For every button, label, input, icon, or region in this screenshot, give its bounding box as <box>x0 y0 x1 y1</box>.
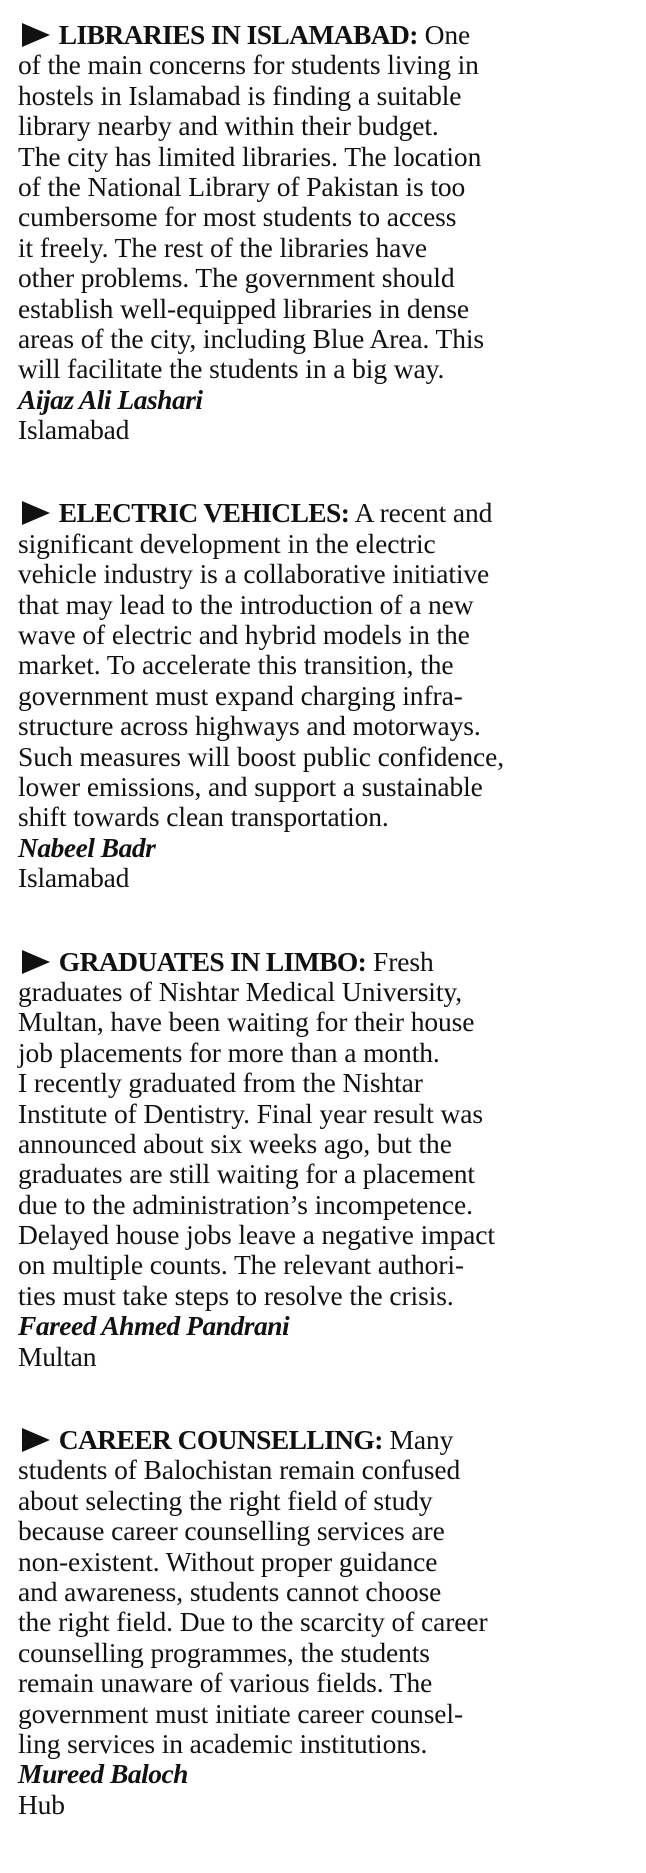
triangle-right-icon <box>22 1428 50 1452</box>
letter-headline: ELECTRIC VEHICLES: <box>58 497 350 529</box>
body-line: shift towards clean transportation. <box>18 801 389 833</box>
letter-lead-text: A recent and <box>349 497 493 529</box>
letter-author: Mureed Baloch <box>18 1758 188 1790</box>
body-line: about selecting the right field of study <box>18 1484 433 1516</box>
letter-lead-text: Many <box>382 1424 454 1456</box>
body-line: and awareness, students cannot choose <box>18 1575 442 1607</box>
body-line: the right field. Due to the scarcity of career <box>18 1606 488 1638</box>
body-line: ling services in academic institutions. <box>18 1727 428 1759</box>
body-line: The city has limited libraries. The location <box>18 140 482 172</box>
letter-city: Islamabad <box>18 414 130 446</box>
letter-graduates-in-limbo <box>18 947 630 1372</box>
body-line: graduates are still waiting for a placement <box>18 1158 475 1190</box>
body-line: Institute of Dentistry. Final year result was <box>18 1097 483 1129</box>
headline-line <box>18 20 630 50</box>
body-line: government must initiate career counsel- <box>18 1697 463 1729</box>
body-line: I recently graduated from the Nishtar <box>18 1067 423 1099</box>
letter-city: Multan <box>18 1340 97 1372</box>
body-line: wave of electric and hybrid models in the <box>18 619 470 651</box>
letter-lead-text: One <box>417 19 471 50</box>
body-line: remain unaware of various fields. The <box>18 1667 433 1699</box>
body-line: Delayed house jobs leave a negative impact <box>18 1219 495 1251</box>
body-line: of the National Library of Pakistan is too <box>18 170 466 202</box>
body-line: that may lead to the introduction of a new <box>18 588 474 620</box>
letter-author: Nabeel Badr <box>18 831 156 863</box>
body-line: structure across highways and motorways. <box>18 710 481 742</box>
letter-headline: CAREER COUNSELLING: <box>58 1424 383 1456</box>
body-line: establish well-equipped libraries in dense <box>18 292 469 324</box>
body-line: other problems. The government should <box>18 262 455 294</box>
body-line: areas of the city, including Blue Area. This <box>18 322 485 354</box>
letter-city: Hub <box>18 1788 65 1820</box>
body-line: ties must take steps to resolve the crisis. <box>18 1279 454 1311</box>
body-line: students of Balochistan remain confused <box>18 1454 461 1486</box>
body-line: due to the administration’s incompetence. <box>18 1188 473 1220</box>
body-line: announced about six weeks ago, but the <box>18 1127 452 1159</box>
body-line: job placements for more than a month. <box>18 1036 440 1068</box>
headline-line <box>18 498 630 528</box>
letter-headline: LIBRARIES IN ISLAMABAD: <box>58 19 418 50</box>
headline-line <box>18 947 630 977</box>
letter-libraries-in-islamabad <box>18 20 630 445</box>
body-line: significant development in the electric <box>18 527 436 559</box>
letter-electric-vehicles <box>18 498 630 893</box>
body-line: cumbersome for most students to access <box>18 201 457 233</box>
body-line: Such measures will boost public confidence, <box>18 740 505 772</box>
body-line: hostels in Islamabad is finding a suitable <box>18 79 462 111</box>
body-line: counselling programmes, the students <box>18 1636 430 1668</box>
body-line: will facilitate the students in a big way. <box>18 353 445 385</box>
body-line: vehicle industry is a collaborative initiative <box>18 558 490 590</box>
body-line: Multan, have been waiting for their house <box>18 1006 475 1038</box>
letter-author: Aijaz Ali Lashari <box>18 383 203 415</box>
body-line: it freely. The rest of the libraries have <box>18 231 427 263</box>
body-line: market. To accelerate this transition, the <box>18 649 454 681</box>
body-line: graduates of Nishtar Medical University, <box>18 975 463 1007</box>
letter-headline: GRADUATES IN LIMBO: <box>58 945 367 977</box>
body-line: of the main concerns for students living in <box>18 49 479 81</box>
triangle-right-icon <box>22 950 50 974</box>
body-line: non-existent. Without proper guidance <box>18 1545 438 1577</box>
body-line: on multiple counts. The relevant authori- <box>18 1249 464 1281</box>
body-line: government must expand charging infra- <box>18 679 463 711</box>
triangle-right-icon <box>22 23 50 47</box>
headline-line <box>18 1425 630 1455</box>
letter-city: Islamabad <box>18 862 130 894</box>
body-line: lower emissions, and support a sustainable <box>18 770 483 802</box>
body-line: library nearby and within their budget. <box>18 110 439 142</box>
letter-lead-text: Fresh <box>366 945 434 977</box>
body-line: because career counselling services are <box>18 1515 445 1547</box>
letter-author: Fareed Ahmed Pandrani <box>18 1310 290 1342</box>
letters-column <box>18 20 630 1873</box>
triangle-right-icon <box>22 501 50 525</box>
letter-career-counselling <box>18 1425 630 1820</box>
